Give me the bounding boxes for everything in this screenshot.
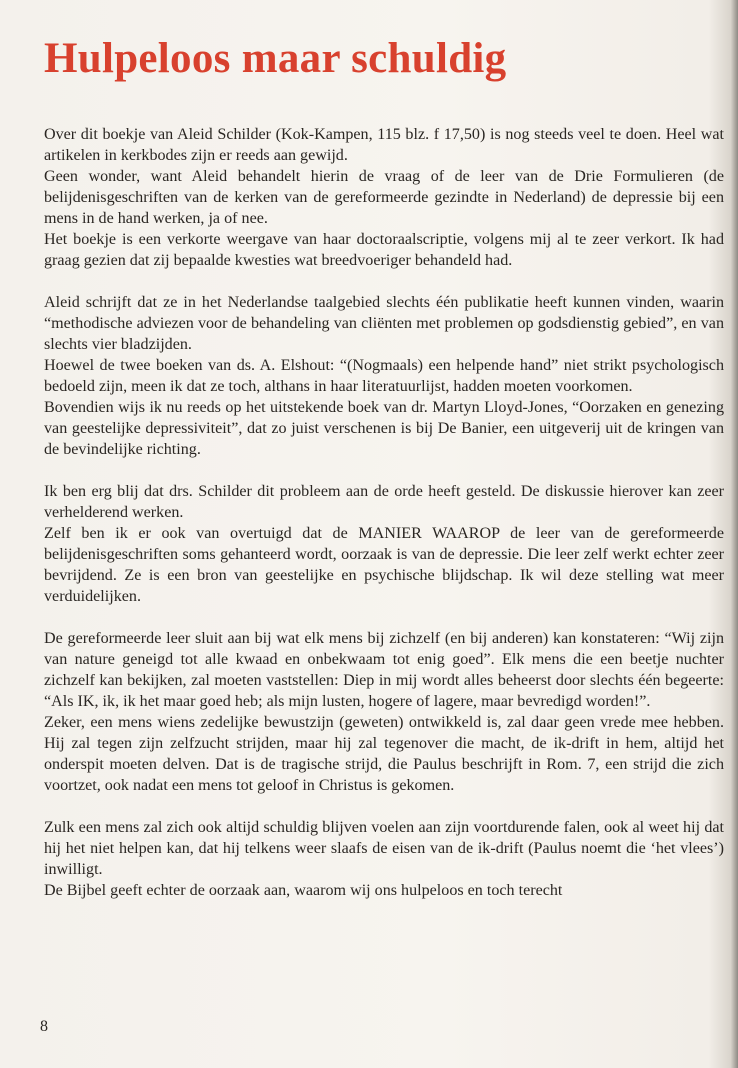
paragraph-line: Ik ben erg blij dat drs. Schilder dit probleem aan de orde heeft gesteld. De diskussie hierover kan zeer verhelderend werken.	[44, 483, 724, 521]
paragraph-1	[44, 124, 724, 271]
paragraph-line: Over dit boekje van Aleid Schilder (Kok-Kampen, 115 blz. f 17,50) is nog steeds veel te doen. Heel wat artikelen in kerkbodes zijn er reeds aan gewijd.	[44, 126, 724, 164]
paragraph-line: Hoewel de twee boeken van ds. A. Elshout: “(Nogmaals) een helpende hand” niet strikt psychologisch bedoeld zijn, meen ik dat ze toch, althans in haar literatuurlijst, hadden moeten voorkomen.	[44, 357, 724, 395]
paragraph-line: Zulk een mens zal zich ook altijd schuldig blijven voelen aan zijn voortdurende falen, ook al weet hij dat hij het niet helpen kan, dat hij telkens weer slaafs de eisen van de ik-drift (Paulus noemt die ‘het vlees’) inwilligt.	[44, 819, 724, 878]
paragraph-line: De Bijbel geeft echter de oorzaak aan, waarom wij ons hulpeloos en toch terecht	[44, 882, 563, 899]
paragraph-line: Zelf ben ik er ook van overtuigd dat de MANIER WAAROP de leer van de gereformeerde belijdenisgeschriften soms gehanteerd wordt, oorzaak is van de depressie. Die leer zelf werkt echter zeer bevrijdend. Ze is een bron van geestelijke en psychische blijdschap. Ik wil deze stelling wat meer verduidelijken.	[44, 525, 724, 605]
article-title: Hulpeloos maar schuldig	[44, 35, 507, 82]
paragraph-line: Zeker, een mens wiens zedelijke bewustzijn (geweten) ontwikkeld is, zal daar geen vrede mee hebben. Hij zal tegen zijn zelfzucht strijden, maar hij zal tegenover die macht, de ik-drift in hem, altijd het onderspit moeten delven. Dat is de tragische strijd, die Paulus beschrijft in Rom. 7, een strijd die zich voortzet, ook nadat een mens tot geloof in Christus is gekomen.	[44, 714, 724, 794]
paragraph-line: Bovendien wijs ik nu reeds op het uitstekende boek van dr. Martyn Lloyd-Jones, “Oorzaken en genezing van geestelijke depressiviteit”, dat zo juist verschenen is bij De Banier, een uitgeverij uit de kringen van de bevindelijke richting.	[44, 399, 724, 458]
paragraph-3	[44, 481, 724, 607]
paragraph-line: Geen wonder, want Aleid behandelt hierin de vraag of de leer van de Drie Formulieren (de belijdenisgeschriften van de kerken van de gereformeerde gezindte in Nederland) de depressie bij een mens in de hand werken, ja of nee.	[44, 168, 724, 227]
paragraph-2	[44, 292, 724, 460]
page-number: 8	[40, 1018, 48, 1035]
article-body	[44, 124, 724, 922]
paragraph-4	[44, 628, 724, 796]
paragraph-line: De gereformeerde leer sluit aan bij wat elk mens bij zichzelf (en bij anderen) kan konstateren: “Wij zijn van nature geneigd tot alle kwaad en onbekwaam tot enig goed”. Elk mens die een beetje nuchter zichzelf kan bekijken, zal moeten vaststellen: Diep in mij wordt alles beheerst door slechts één begeerte: “Als IK, ik, ik het maar goed heb; als mijn lusten, hogere of lagere, maar bevredigd worden!”.	[44, 630, 724, 710]
paragraph-line: Het boekje is een verkorte weergave van haar doctoraalscriptie, volgens mij al te zeer verkort. Ik had graag gezien dat zij bepaalde kwesties wat breedvoeriger behandeld had.	[44, 231, 724, 269]
paragraph-5	[44, 817, 724, 901]
paragraph-line: Aleid schrijft dat ze in het Nederlandse taalgebied slechts één publikatie heeft kunnen vinden, waarin “methodische adviezen voor de behandeling van cliënten met problemen op godsdienstig gebied”, en van slechts vier bladzijden.	[44, 294, 724, 353]
